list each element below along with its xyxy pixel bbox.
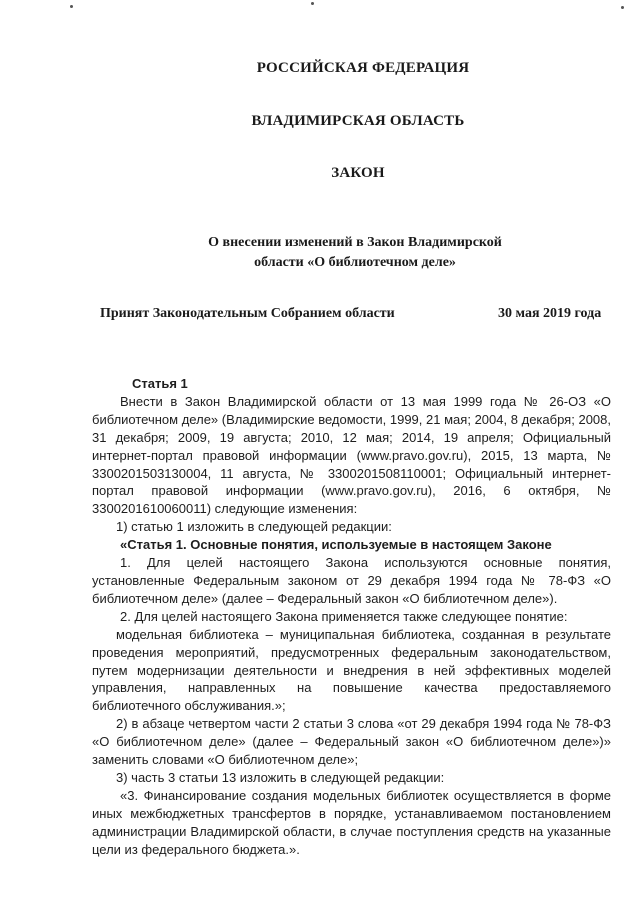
amended-article-paragraph: 2. Для целей настоящего Закона применяется также следующее понятие: (120, 608, 568, 624)
law-subtitle (175, 233, 535, 273)
subtitle-line-1: О внесении изменений в Закон Владимирской (208, 235, 502, 250)
adopted-by: Принят Законодательным Собранием области (100, 306, 395, 321)
quoted-paragraph: «3. Финансирование создания модельных библиотек осуществляется в форме иных межбюджетных трансфертов в порядке, устанавливаемом постановлением администрации Владимирской области, в случае поступления средств на указанные цели из федерального бюджета.». (92, 787, 611, 857)
subtitle-line-2: области «О библиотечном деле» (254, 255, 456, 270)
amended-article-title: «Статья 1. Основные понятия, используемые в настоящем Законе (120, 537, 552, 553)
scan-speck (311, 2, 314, 5)
law-body (92, 375, 611, 858)
adopted-date: 30 мая 2019 года (498, 306, 602, 321)
amendment-item: 1) статью 1 изложить в следующей редакции: (116, 519, 392, 535)
region-heading: ВЛАДИМИРСКАЯ ОБЛАСТЬ (251, 113, 465, 129)
scan-speck (621, 6, 624, 9)
amended-article-paragraph: 1. Для целей настоящего Закона используются основные понятия, установленные Федеральным законом от 29 декабря 1994 года № 78-ФЗ «О библиотечном деле» (далее – Федеральный закон «О библиотечном деле»). (92, 555, 611, 606)
article-heading: Статья 1 (132, 376, 188, 391)
article-paragraph: Внести в Закон Владимирской области от 13 мая 1999 года № 26-ОЗ «О библиотечном деле» (Владимирские ведомости, 1999, 21 мая; 2004, 8 декабря; 2008, 31 декабря; 2009, 19 августа; 2010, 12 мая; 2014, 19 апреля; Официальный интернет-портал правовой информации (www.pravo.gov.ru), 2015, 13 марта, № 3300201503130004, 11 августа, № 3300201508110001; Официальный интернет-портал правовой информации (www.pravo.gov.ru), 2016, 6 октября, № 3300201610060011) следующие изменения: (92, 393, 611, 517)
amendment-item: 2) в абзаце четвертом части 2 статьи 3 слова «от 29 декабря 1994 года № 78-ФЗ «О библиотечном деле» (далее – Федеральный закон «О библиотечном деле»)» заменить словами «О библиотечном деле»; (92, 716, 611, 768)
scan-speck (70, 5, 73, 8)
amendment-item: 3) часть 3 статьи 13 изложить в следующей редакции: (116, 769, 445, 785)
country-heading: РОССИЙСКАЯ ФЕДЕРАЦИЯ (256, 60, 470, 76)
definition-paragraph: модельная библиотека – муниципальная библиотека, созданная в результате проведения мероприятий, предусмотренных федеральным законодательством, путем модернизации деятельности и внедрения в ней эффективных моделей управления, направленных на повышение качества предоставляемого библиотечного обслуживания.»; (92, 626, 611, 714)
document-type-heading: ЗАКОН (331, 165, 385, 181)
